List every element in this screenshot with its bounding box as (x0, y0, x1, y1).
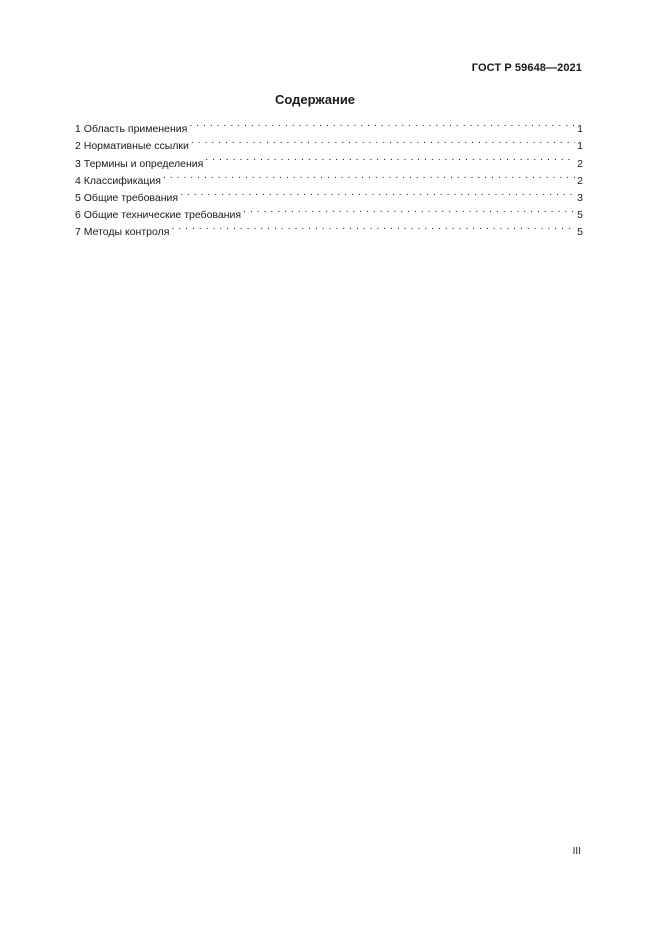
toc-entry-page: 3 (577, 191, 583, 204)
toc-title: Содержание (274, 92, 356, 107)
toc-entry-label: 7 Методы контроля (75, 226, 170, 239)
toc-dot-leader (243, 201, 575, 218)
toc-dot-leader (191, 132, 575, 149)
toc-entry-label: 5 Общие требования (75, 191, 179, 204)
toc-dot-leader (205, 149, 575, 166)
toc-entry-scope[interactable] (75, 115, 583, 136)
toc-dot-leader (171, 218, 575, 235)
toc-dot-leader (180, 184, 575, 201)
toc-entry-page: 5 (577, 209, 583, 222)
toc-entry-page: 2 (577, 174, 583, 187)
toc-entry-page: 2 (577, 157, 583, 170)
toc-entry-page: 1 (577, 140, 583, 153)
toc-dot-leader (189, 115, 575, 132)
toc-entry-label: 4 Классификация (75, 174, 161, 187)
toc-entry-label: 2 Нормативные ссылки (75, 140, 189, 153)
toc-entry-label: 6 Общие технические требования (75, 209, 242, 222)
page-number: III (572, 846, 581, 857)
toc-entry-page: 1 (577, 123, 583, 136)
standard-code: ГОСТ Р 59648—2021 (471, 62, 582, 74)
toc-entry-page: 5 (577, 226, 583, 239)
toc-dot-leader (163, 167, 575, 184)
toc-entry-label: 1 Область применения (75, 123, 188, 136)
toc-entry-label: 3 Термины и определения (75, 157, 204, 170)
table-of-contents (75, 115, 583, 239)
